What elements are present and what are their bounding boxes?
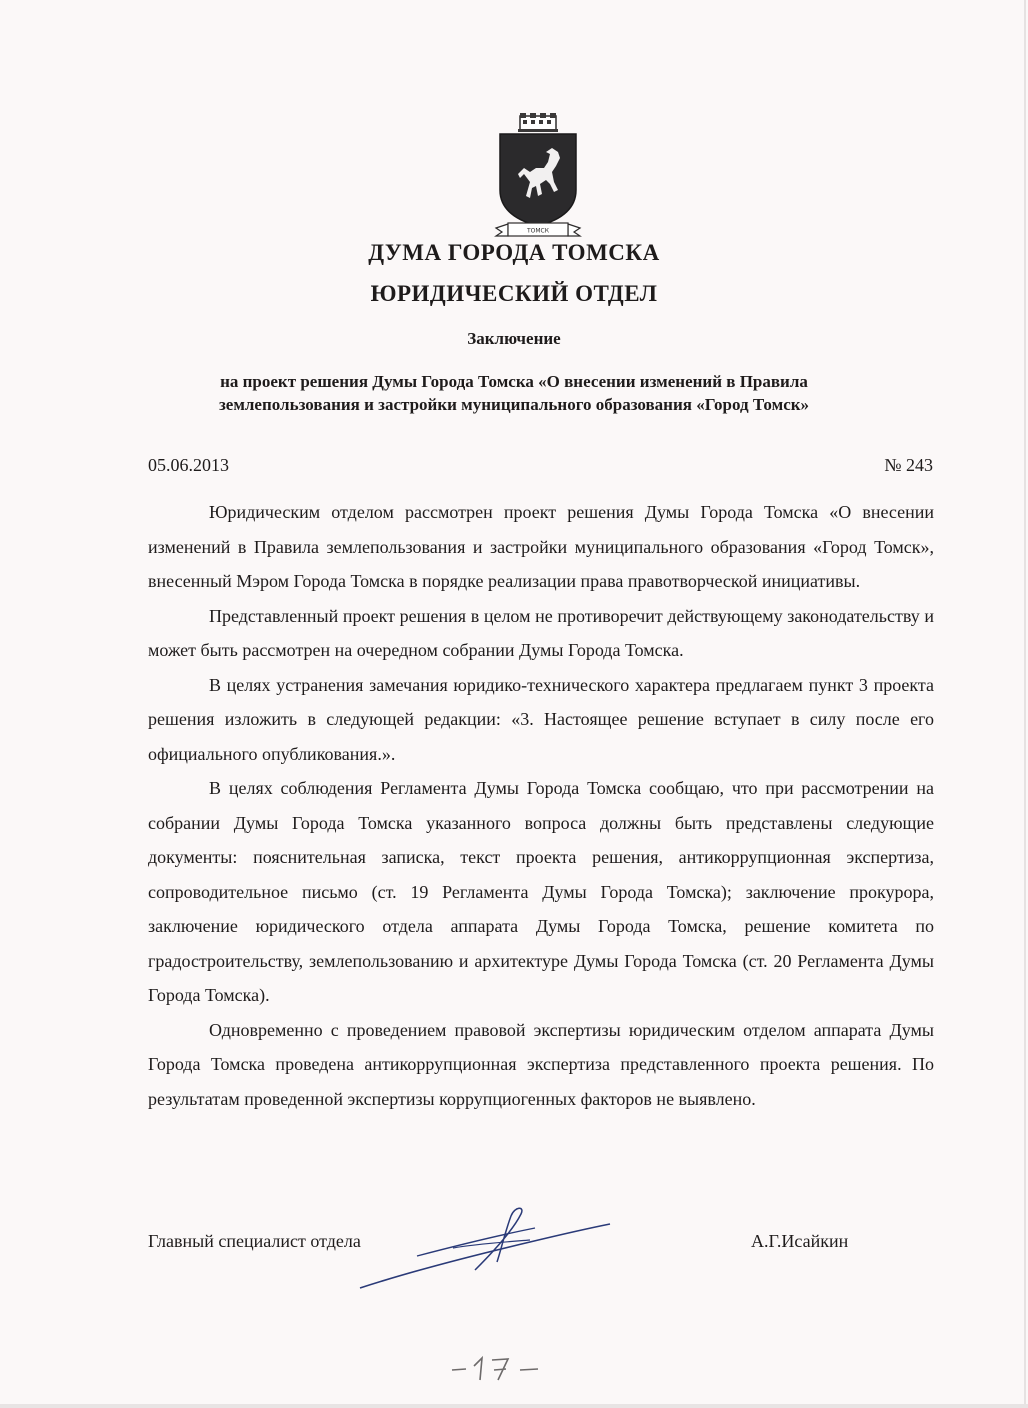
body-paragraph: Представленный проект решения в целом не противоречит действующему законодательству и может быть рассмотрен на очередном собрании Думы Города Томска.: [148, 605, 934, 660]
handwritten-signature: [355, 1200, 615, 1295]
body-paragraph: В целях соблюдения Регламента Думы Города Томска сообщаю, что при рассмотрении на собрании Думы Города Томска указанного вопроса должны быть представлены следующие документы: пояснительная записка, текст проекта решения, антикоррупционная экспертиза, сопроводительное письмо (ст. 19 Регламента Думы Города Томска); заключение прокурора, заключение юридического отдела аппарата Думы Города Томска, решение комитета по градостроительству, землепользованию и архитектуре Думы Города Томска (ст. 20 Регламента Думы Города Томска).: [148, 778, 934, 1005]
signer-title: Главный специалист отдела: [148, 1231, 361, 1251]
body-paragraph: В целях устранения замечания юридико-технического характера предлагаем пункт 3 проекта решения изложить в следующей редакции: «3. Настоящее решение вступает в силу после его официального опубликования.».: [148, 674, 934, 764]
body-paragraph: Юридическим отделом рассмотрен проект решения Думы Города Томска «О внесении изменений в Правила землепользования и застройки муниципального образования «Город Томск», внесенный Мэром Города Томска в порядке реализации права правотворческой инициативы.: [148, 502, 934, 591]
organization-name: ДУМА ГОРОДА ТОМСКА: [368, 240, 660, 265]
emblem-motto: ТОМСК: [526, 227, 550, 235]
tomsk-coat-of-arms-icon: [490, 112, 586, 242]
scan-edge: [0, 1404, 1028, 1408]
document-number: № 243: [884, 455, 933, 475]
document-subject: на проект решения Думы Города Томска «О внесении изменений в Правила землепользования и застройки муниципального образования «Город Томск»: [218, 372, 810, 414]
department-name: ЮРИДИЧЕСКИЙ ОТДЕЛ: [370, 281, 658, 306]
scan-edge: [1024, 0, 1026, 1408]
body-paragraph: Одновременно с проведением правовой экспертизы юридическим отделом аппарата Думы Города Томска проведена антикоррупционная экспертиза представленного проекта решения. По результатам проведенной экспертизы коррупциогенных факторов не выявлено.: [148, 1019, 934, 1109]
document-type: Заключение: [467, 329, 561, 348]
signer-name: А.Г.Исайкин: [751, 1231, 849, 1251]
document-body: [148, 495, 934, 1116]
handwritten-page-number: [448, 1350, 548, 1386]
document-date: 05.06.2013: [148, 455, 229, 475]
